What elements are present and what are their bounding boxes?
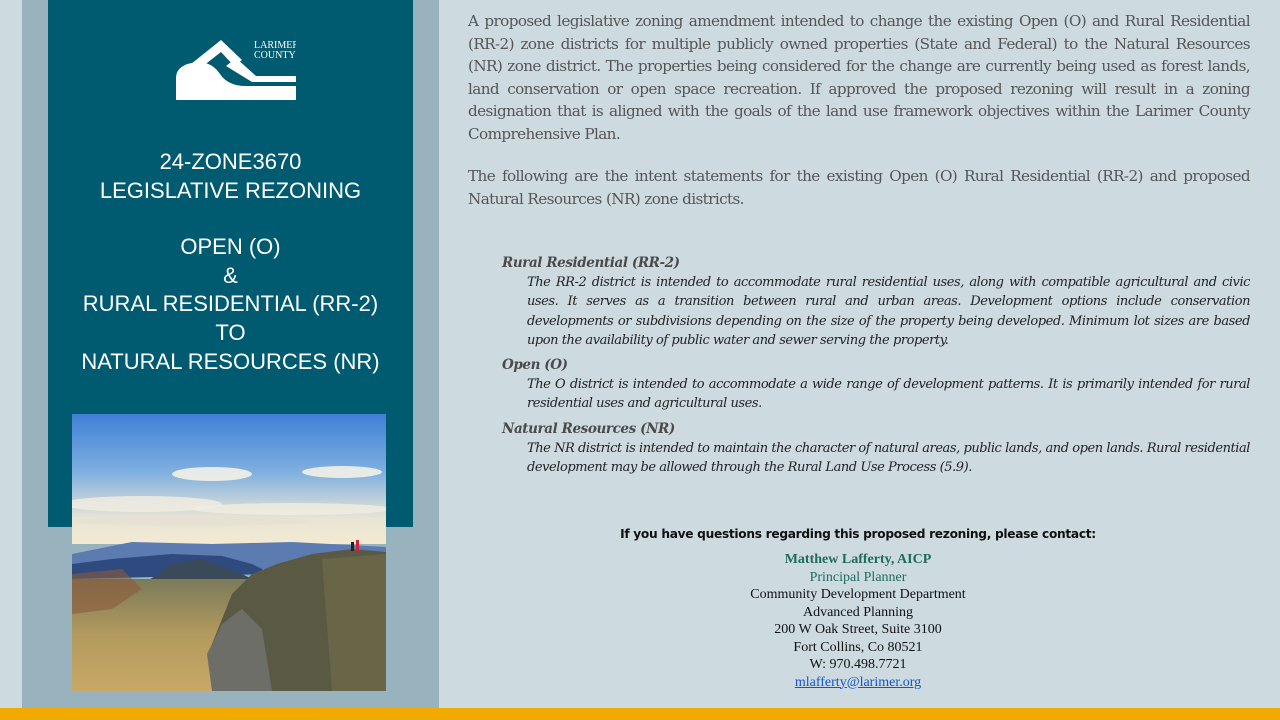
contact-title: Principal Planner bbox=[809, 569, 907, 585]
contact-address: 200 W Oak Street, Suite 3100 bbox=[774, 622, 942, 637]
title-line: TO bbox=[215, 319, 246, 345]
accent-bar bbox=[0, 708, 1280, 720]
intent-nr bbox=[502, 419, 1250, 478]
intent-open bbox=[502, 355, 1250, 414]
contact-email-link[interactable]: mlafferty@larimer.org bbox=[794, 674, 922, 690]
contact-question: If you have questions regarding this proposed rezoning, please contact: bbox=[620, 527, 1096, 541]
intent-heading: Natural Resources (NR) bbox=[502, 420, 675, 437]
intent-body: The RR-2 district is intended to accommodate rural residential uses, along with compatible agricultural and civic uses. It serves as a transition between rural and urban areas. Development options include conservation developments or subdivisions depending on the size of the property being developed. Minimum lot sizes are based upon the availability of public water and sewer serving the property. bbox=[527, 275, 1250, 348]
svg-text:COUNTY: COUNTY bbox=[254, 50, 296, 61]
intent-heading: Rural Residential (RR-2) bbox=[502, 255, 680, 271]
title-line: & bbox=[223, 262, 238, 288]
contact-name: Matthew Lafferty, AICP bbox=[784, 552, 932, 567]
intent-lead-paragraph: The following are the intent statements for the existing Open (O) Rural Residential (RR-2) and proposed Natural Resources (NR) zone districts. bbox=[468, 167, 1250, 208]
title-line: RURAL RESIDENTIAL (RR-2) bbox=[82, 291, 379, 317]
contact-city: Fort Collins, Co 80521 bbox=[793, 639, 923, 655]
landscape-photo bbox=[72, 414, 386, 691]
svg-text:LARIMER: LARIMER bbox=[254, 40, 296, 51]
contact-department: Community Development Department bbox=[750, 587, 966, 602]
title-line: NATURAL RESOURCES (NR) bbox=[81, 348, 380, 374]
main-content bbox=[468, 10, 1250, 210]
contact-division: Advanced Planning bbox=[802, 604, 914, 620]
contact-block bbox=[600, 524, 1116, 691]
case-number: 24-ZONE3670 bbox=[159, 149, 302, 174]
intent-rr2 bbox=[502, 253, 1250, 350]
contact-phone: W: 970.498.7721 bbox=[809, 657, 907, 672]
rezoning-title bbox=[48, 148, 413, 376]
intent-statements bbox=[502, 253, 1250, 482]
intent-body: The O district is intended to accommodate a wide range of development patterns. It is primarily intended for rural residential uses and agricultural uses. bbox=[527, 377, 1250, 412]
title-line: LEGISLATIVE REZONING bbox=[99, 177, 362, 203]
intent-body: The NR district is intended to maintain the character of natural areas, public lands, and open lands. Rural residential development may be allowed through the Rural Land Use Process (5.9). bbox=[527, 440, 1250, 476]
intent-heading: Open (O) bbox=[502, 357, 568, 374]
larimer-county-logo-icon bbox=[176, 38, 296, 100]
title-line: OPEN (O) bbox=[180, 234, 281, 260]
intro-paragraph: A proposed legislative zoning amendment intended to change the existing Open (O) and Rural Residential (RR-2) zone districts for multiple publicly owned properties (State and Federal) to the Natural Resources (NR) zone district. The properties being considered for the change are currently being used as forest lands, land conservation or open space recreation. If approved the proposed rezoning will result in a zoning designation that is aligned with the goals of the land use framework objectives within the Larimer County Comprehensive Plan. bbox=[468, 12, 1250, 143]
